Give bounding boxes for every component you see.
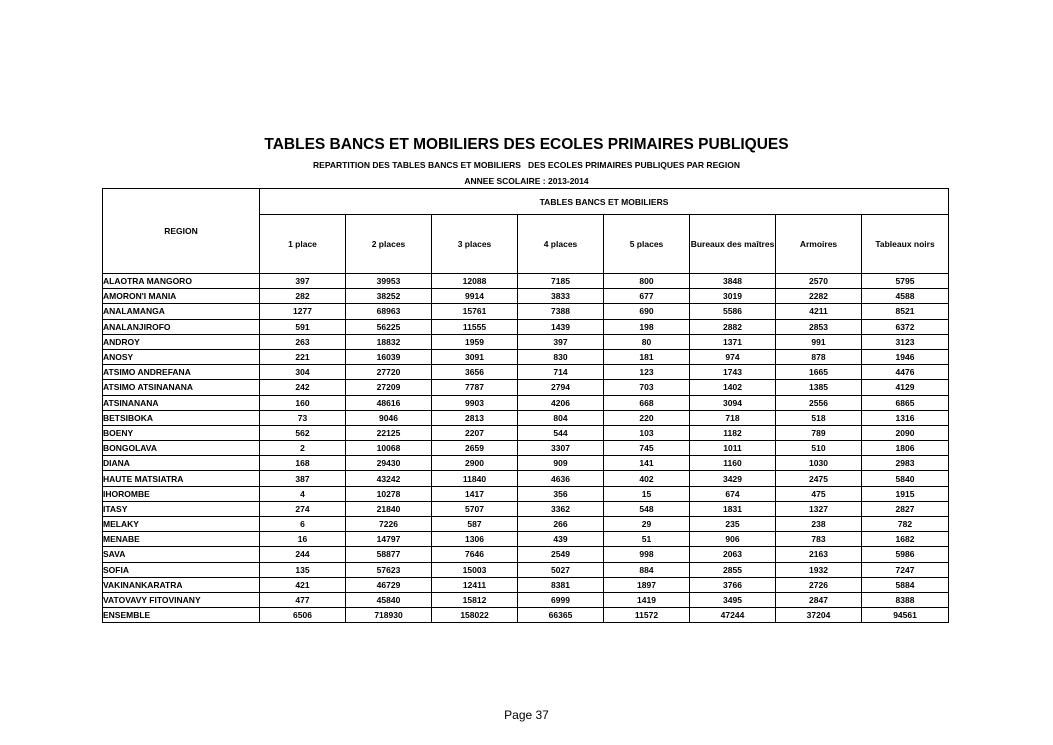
- value-cell: 2794: [518, 380, 604, 395]
- value-cell: 158022: [432, 608, 518, 623]
- value-cell: 906: [690, 532, 776, 547]
- value-cell: 181: [604, 349, 690, 364]
- value-cell: 57623: [346, 562, 432, 577]
- value-cell: 1277: [260, 304, 346, 319]
- value-cell: 591: [260, 319, 346, 334]
- value-cell: 4: [260, 486, 346, 501]
- value-cell: 220: [604, 410, 690, 425]
- table-row: [103, 274, 949, 289]
- value-cell: 5027: [518, 562, 604, 577]
- value-cell: 518: [776, 410, 862, 425]
- value-cell: 46729: [346, 577, 432, 592]
- value-cell: 2726: [776, 577, 862, 592]
- value-cell: 1682: [862, 532, 949, 547]
- region-cell: ATSINANANA: [103, 395, 260, 410]
- value-cell: 1743: [690, 365, 776, 380]
- region-cell: ANALAMANGA: [103, 304, 260, 319]
- column-header: Armoires: [776, 215, 862, 274]
- value-cell: 1417: [432, 486, 518, 501]
- value-cell: 6: [260, 517, 346, 532]
- value-cell: 2827: [862, 501, 949, 516]
- table-row: [103, 441, 949, 456]
- value-cell: 1439: [518, 319, 604, 334]
- value-cell: 477: [260, 592, 346, 607]
- value-cell: 1806: [862, 441, 949, 456]
- value-cell: 2549: [518, 547, 604, 562]
- region-cell: MENABE: [103, 532, 260, 547]
- value-cell: 544: [518, 425, 604, 440]
- value-cell: 2282: [776, 289, 862, 304]
- value-cell: 9914: [432, 289, 518, 304]
- value-cell: 7787: [432, 380, 518, 395]
- value-cell: 235: [690, 517, 776, 532]
- value-cell: 3833: [518, 289, 604, 304]
- value-cell: 1946: [862, 349, 949, 364]
- value-cell: 475: [776, 486, 862, 501]
- value-cell: 587: [432, 517, 518, 532]
- value-cell: 38252: [346, 289, 432, 304]
- value-cell: 135: [260, 562, 346, 577]
- region-cell: MELAKY: [103, 517, 260, 532]
- value-cell: 73: [260, 410, 346, 425]
- value-cell: 16: [260, 532, 346, 547]
- column-header: 2 places: [346, 215, 432, 274]
- value-cell: 45840: [346, 592, 432, 607]
- value-cell: 2813: [432, 410, 518, 425]
- value-cell: 6999: [518, 592, 604, 607]
- table-row: [103, 289, 949, 304]
- value-cell: 43242: [346, 471, 432, 486]
- table-row: [103, 380, 949, 395]
- region-cell: BONGOLAVA: [103, 441, 260, 456]
- value-cell: 3495: [690, 592, 776, 607]
- value-cell: 15812: [432, 592, 518, 607]
- value-cell: 4636: [518, 471, 604, 486]
- value-cell: 48616: [346, 395, 432, 410]
- value-cell: 677: [604, 289, 690, 304]
- value-cell: 3848: [690, 274, 776, 289]
- value-cell: 5840: [862, 471, 949, 486]
- value-cell: 909: [518, 456, 604, 471]
- value-cell: 789: [776, 425, 862, 440]
- value-cell: 5707: [432, 501, 518, 516]
- value-cell: 1160: [690, 456, 776, 471]
- value-cell: 266: [518, 517, 604, 532]
- value-cell: 56225: [346, 319, 432, 334]
- value-cell: 2882: [690, 319, 776, 334]
- region-cell: BOENY: [103, 425, 260, 440]
- value-cell: 9046: [346, 410, 432, 425]
- value-cell: 397: [260, 274, 346, 289]
- value-cell: 29430: [346, 456, 432, 471]
- value-cell: 1030: [776, 456, 862, 471]
- value-cell: 7247: [862, 562, 949, 577]
- value-cell: 2855: [690, 562, 776, 577]
- value-cell: 1932: [776, 562, 862, 577]
- table-subtitle: REPARTITION DES TABLES BANCS ET MOBILIERS DES ECOLES PRIMAIRES PUBLIQUES PAR REGION: [313, 160, 740, 170]
- value-cell: 674: [690, 486, 776, 501]
- value-cell: 745: [604, 441, 690, 456]
- value-cell: 242: [260, 380, 346, 395]
- table-row: [103, 577, 949, 592]
- value-cell: 80: [604, 334, 690, 349]
- value-cell: 5884: [862, 577, 949, 592]
- value-cell: 3019: [690, 289, 776, 304]
- value-cell: 282: [260, 289, 346, 304]
- value-cell: 800: [604, 274, 690, 289]
- furniture-table: [102, 188, 949, 623]
- value-cell: 974: [690, 349, 776, 364]
- value-cell: 668: [604, 395, 690, 410]
- value-cell: 238: [776, 517, 862, 532]
- table-row: [103, 425, 949, 440]
- school-year-line: ANNEE SCOLAIRE : 2013-2014: [464, 176, 589, 186]
- value-cell: 27720: [346, 365, 432, 380]
- value-cell: 402: [604, 471, 690, 486]
- value-cell: 1385: [776, 380, 862, 395]
- value-cell: 2847: [776, 592, 862, 607]
- value-cell: 2900: [432, 456, 518, 471]
- region-column-header: REGION: [103, 189, 260, 274]
- value-cell: 3307: [518, 441, 604, 456]
- value-cell: 5586: [690, 304, 776, 319]
- value-cell: 6506: [260, 608, 346, 623]
- column-header: Bureaux des maîtres: [690, 215, 776, 274]
- value-cell: 718: [690, 410, 776, 425]
- value-cell: 782: [862, 517, 949, 532]
- value-cell: 1959: [432, 334, 518, 349]
- value-cell: 263: [260, 334, 346, 349]
- value-cell: 9903: [432, 395, 518, 410]
- table-row: [103, 395, 949, 410]
- value-cell: 562: [260, 425, 346, 440]
- column-header: 1 place: [260, 215, 346, 274]
- value-cell: 141: [604, 456, 690, 471]
- value-cell: 1011: [690, 441, 776, 456]
- value-cell: 1402: [690, 380, 776, 395]
- value-cell: 2556: [776, 395, 862, 410]
- value-cell: 3362: [518, 501, 604, 516]
- value-cell: 2090: [862, 425, 949, 440]
- value-cell: 221: [260, 349, 346, 364]
- value-cell: 1182: [690, 425, 776, 440]
- value-cell: 4129: [862, 380, 949, 395]
- value-cell: 3123: [862, 334, 949, 349]
- value-cell: 2853: [776, 319, 862, 334]
- region-cell: IHOROMBE: [103, 486, 260, 501]
- value-cell: 1419: [604, 592, 690, 607]
- value-cell: 2983: [862, 456, 949, 471]
- value-cell: 804: [518, 410, 604, 425]
- value-cell: 4206: [518, 395, 604, 410]
- value-cell: 991: [776, 334, 862, 349]
- region-cell: VAKINANKARATRA: [103, 577, 260, 592]
- value-cell: 18832: [346, 334, 432, 349]
- value-cell: 47244: [690, 608, 776, 623]
- value-cell: 397: [518, 334, 604, 349]
- value-cell: 5986: [862, 547, 949, 562]
- table-row: [103, 304, 949, 319]
- table-body: [103, 274, 949, 623]
- value-cell: 29: [604, 517, 690, 532]
- table-row: [103, 608, 949, 623]
- table-row: [103, 517, 949, 532]
- value-cell: 356: [518, 486, 604, 501]
- value-cell: 11840: [432, 471, 518, 486]
- value-cell: 1665: [776, 365, 862, 380]
- value-cell: 12411: [432, 577, 518, 592]
- value-cell: 21840: [346, 501, 432, 516]
- value-cell: 7185: [518, 274, 604, 289]
- value-cell: 39953: [346, 274, 432, 289]
- value-cell: 7388: [518, 304, 604, 319]
- value-cell: 884: [604, 562, 690, 577]
- value-cell: 4476: [862, 365, 949, 380]
- region-cell: SAVA: [103, 547, 260, 562]
- value-cell: 703: [604, 380, 690, 395]
- page-number: Page 37: [504, 708, 549, 722]
- value-cell: 718930: [346, 608, 432, 623]
- value-cell: 439: [518, 532, 604, 547]
- value-cell: 690: [604, 304, 690, 319]
- value-cell: 2: [260, 441, 346, 456]
- region-cell: SOFIA: [103, 562, 260, 577]
- region-cell: ITASY: [103, 501, 260, 516]
- value-cell: 2570: [776, 274, 862, 289]
- table-row: [103, 365, 949, 380]
- value-cell: 4211: [776, 304, 862, 319]
- value-cell: 15003: [432, 562, 518, 577]
- column-header: 4 places: [518, 215, 604, 274]
- table-row: [103, 456, 949, 471]
- value-cell: 548: [604, 501, 690, 516]
- group-column-header: TABLES BANCS ET MOBILIERS: [260, 189, 949, 215]
- column-header: Tableaux noirs: [862, 215, 949, 274]
- value-cell: 16039: [346, 349, 432, 364]
- region-cell: ALAOTRA MANGORO: [103, 274, 260, 289]
- value-cell: 12088: [432, 274, 518, 289]
- value-cell: 6865: [862, 395, 949, 410]
- value-cell: 51: [604, 532, 690, 547]
- value-cell: 387: [260, 471, 346, 486]
- value-cell: 3091: [432, 349, 518, 364]
- value-cell: 3094: [690, 395, 776, 410]
- value-cell: 11572: [604, 608, 690, 623]
- value-cell: 2207: [432, 425, 518, 440]
- column-header: 5 places: [604, 215, 690, 274]
- table-row: [103, 532, 949, 547]
- value-cell: 66365: [518, 608, 604, 623]
- value-cell: 4588: [862, 289, 949, 304]
- value-cell: 1327: [776, 501, 862, 516]
- value-cell: 3656: [432, 365, 518, 380]
- value-cell: 2063: [690, 547, 776, 562]
- column-header: 3 places: [432, 215, 518, 274]
- value-cell: 6372: [862, 319, 949, 334]
- value-cell: 1915: [862, 486, 949, 501]
- region-cell: ANDROY: [103, 334, 260, 349]
- region-cell: ENSEMBLE: [103, 608, 260, 623]
- value-cell: 1316: [862, 410, 949, 425]
- value-cell: 198: [604, 319, 690, 334]
- region-cell: VATOVAVY FITOVINANY: [103, 592, 260, 607]
- value-cell: 15: [604, 486, 690, 501]
- value-cell: 58877: [346, 547, 432, 562]
- value-cell: 8388: [862, 592, 949, 607]
- table-row: [103, 410, 949, 425]
- value-cell: 3766: [690, 577, 776, 592]
- region-cell: ANOSY: [103, 349, 260, 364]
- table-row: [103, 349, 949, 364]
- value-cell: 94561: [862, 608, 949, 623]
- value-cell: 1897: [604, 577, 690, 592]
- value-cell: 68963: [346, 304, 432, 319]
- value-cell: 14797: [346, 532, 432, 547]
- table-row: [103, 471, 949, 486]
- value-cell: 37204: [776, 608, 862, 623]
- value-cell: 2475: [776, 471, 862, 486]
- page-title: TABLES BANCS ET MOBILIERS DES ECOLES PRIMAIRES PUBLIQUES: [264, 136, 789, 153]
- value-cell: 10068: [346, 441, 432, 456]
- table-row: [103, 547, 949, 562]
- value-cell: 27209: [346, 380, 432, 395]
- region-cell: HAUTE MATSIATRA: [103, 471, 260, 486]
- value-cell: 5795: [862, 274, 949, 289]
- region-cell: BETSIBOKA: [103, 410, 260, 425]
- table-row: [103, 501, 949, 516]
- value-cell: 2163: [776, 547, 862, 562]
- value-cell: 160: [260, 395, 346, 410]
- value-cell: 510: [776, 441, 862, 456]
- value-cell: 3429: [690, 471, 776, 486]
- value-cell: 22125: [346, 425, 432, 440]
- table-row: [103, 319, 949, 334]
- region-cell: ATSIMO ATSINANANA: [103, 380, 260, 395]
- value-cell: 7226: [346, 517, 432, 532]
- table-row: [103, 334, 949, 349]
- region-cell: ATSIMO ANDREFANA: [103, 365, 260, 380]
- value-cell: 830: [518, 349, 604, 364]
- value-cell: 8381: [518, 577, 604, 592]
- value-cell: 168: [260, 456, 346, 471]
- value-cell: 421: [260, 577, 346, 592]
- value-cell: 1306: [432, 532, 518, 547]
- value-cell: 11555: [432, 319, 518, 334]
- value-cell: 1371: [690, 334, 776, 349]
- value-cell: 10278: [346, 486, 432, 501]
- value-cell: 274: [260, 501, 346, 516]
- region-cell: DIANA: [103, 456, 260, 471]
- value-cell: 7646: [432, 547, 518, 562]
- table-row: [103, 562, 949, 577]
- value-cell: 2659: [432, 441, 518, 456]
- value-cell: 15761: [432, 304, 518, 319]
- value-cell: 878: [776, 349, 862, 364]
- value-cell: 103: [604, 425, 690, 440]
- region-cell: AMORON'I MANIA: [103, 289, 260, 304]
- value-cell: 714: [518, 365, 604, 380]
- table-row: [103, 592, 949, 607]
- value-cell: 304: [260, 365, 346, 380]
- value-cell: 1831: [690, 501, 776, 516]
- value-cell: 783: [776, 532, 862, 547]
- value-cell: 123: [604, 365, 690, 380]
- table-row: [103, 486, 949, 501]
- value-cell: 998: [604, 547, 690, 562]
- value-cell: 8521: [862, 304, 949, 319]
- value-cell: 244: [260, 547, 346, 562]
- region-cell: ANALANJIROFO: [103, 319, 260, 334]
